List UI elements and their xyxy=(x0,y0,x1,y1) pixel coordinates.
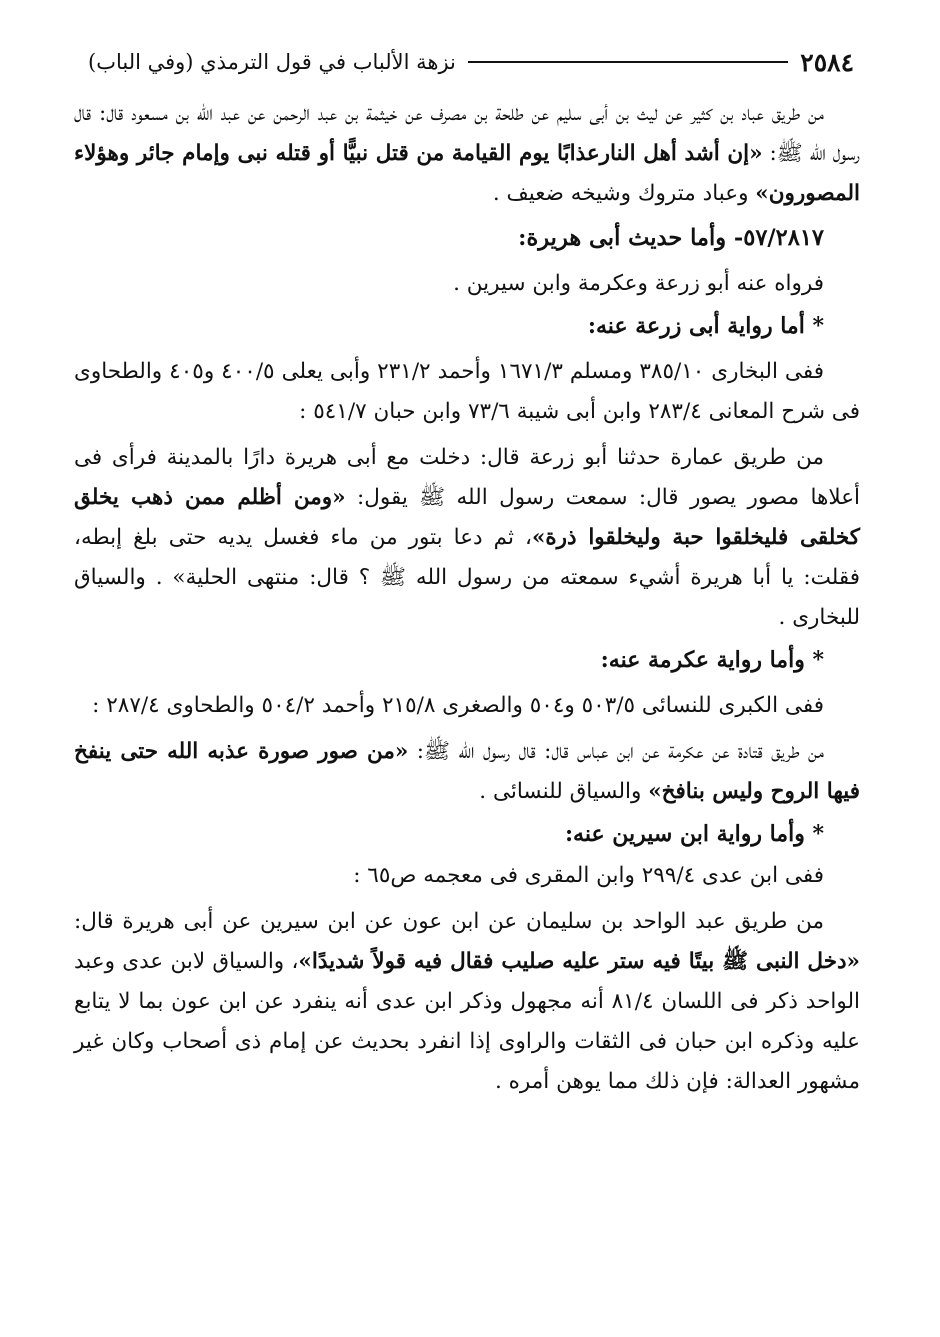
book-title: نزهة الألباب في قول الترمذي (وفي الباب) xyxy=(88,50,456,74)
header-rule xyxy=(468,61,788,63)
hadith-quote: «من صور صورة عذبه الله حتى ينفخ فيها الروح وليس بنافخ» xyxy=(74,739,860,804)
page-number: ٢٥٨٤ xyxy=(800,47,854,77)
section-heading-abu-hurayra: ٥٧/٢٨١٧- وأما حديث أبى هريرة: xyxy=(518,225,824,251)
paragraph-ikrima-hadith xyxy=(74,732,860,812)
paragraph-text: من طريق عمارة حدثنا أبو زرعة قال: دخلت مع أبى هريرة دارًا بالمدينة فرأى فى أعلاها مصور يصور قال: سمعت رسول الله ﷺ يقول: xyxy=(74,445,861,510)
paragraph-narrators: فرواه عنه أبو زرعة وعكرمة وابن سيرين . xyxy=(453,271,824,296)
paragraph-ibn-sirin-sources: ففى ابن عدى ٢٩٩/٤ وابن المقرى فى معجمه ص٦٥ : xyxy=(353,863,824,888)
subheading-abu-zura: * أما رواية أبى زرعة عنه: xyxy=(587,313,824,339)
page-header xyxy=(88,42,854,82)
paragraph-text: من طريق عباد بن كثير عن ليث بن أبى سليم عن طلحة بن مصرف عن خيثمة بن عبد الرحمن عن عبد الله بن مسعود قال: قال رسول الله ﷺ: xyxy=(74,101,860,166)
hadith-quote: «دخل النبى ﷺ بيتًا فيه ستر عليه صليب فقال فيه قولاً شديدًا» xyxy=(298,949,860,974)
paragraph-text: من طريق عبد الواحد بن سليمان عن ابن عون عن ابن سيرين عن أبى هريرة قال: xyxy=(74,909,824,934)
hadith-quote: «إن أشد أهل النارعذابًا يوم القيامة من قتل نبيًّا أو قتله نبى وإمام جائر وهؤلاء المصورون» xyxy=(74,141,860,206)
paragraph-text: وعباد متروك وشيخه ضعيف . xyxy=(492,181,756,206)
paragraph-ikrima-sources: ففى الكبرى للنسائى ٥٠٣/٥ و٥٠٤ والصغرى ٢١٥/٨ وأحمد ٥٠٤/٢ والطحاوى ٢٨٧/٤ : xyxy=(92,693,824,718)
paragraph-text: ، والسياق لابن عدى وعبد الواحد ذكر فى اللسان ٨١/٤ أنه مجهول وذكر ابن عدى أنه ينفرد عن ابن عون بما لا يتابع عليه وذكره ابن حبان فى الثقات والراوى إذا انفرد بحديث عن إمام ذى أصحاب وكان غير مشهور العدالة: فإن ذلك مما يوهن أمره . xyxy=(74,949,860,1094)
paragraph-abu-zura-sources: ففى البخارى ٣٨٥/١٠ ومسلم ١٦٧١/٣ وأحمد ٢٣١/٢ وأبى يعلى ٤٠٠/٥ و٤٠٥ والطحاوى فى شرح المعانى ٢٨٣/٤ وابن أبى شيبة ٧٣/٦ وابن حبان ٥٤١/٧ : xyxy=(74,359,860,424)
paragraph-text: والسياق للنسائى . xyxy=(479,779,649,804)
paragraph-ibn-sirin-hadith xyxy=(74,902,860,1102)
paragraph-abu-zura-hadith xyxy=(74,438,860,638)
paragraph-ibn-masud-hadith xyxy=(74,94,860,214)
hadith-quote: «ومن أظلم ممن ذهب يخلق كخلقى فليخلقوا حبة وليخلقوا ذرة» xyxy=(74,485,860,550)
page-body xyxy=(74,94,860,1102)
subheading-ibn-sirin: * وأما رواية ابن سيرين عنه: xyxy=(564,821,824,847)
subheading-ikrima: * وأما رواية عكرمة عنه: xyxy=(600,647,824,673)
paragraph-text: من طريق قتادة عن عكرمة عن ابن عباس قال: قال رسول الله ﷺ: xyxy=(408,739,824,764)
paragraph-text: ، ثم دعا بتور من ماء فغسل يديه حتى بلغ إبطه، فقلت: يا أبا هريرة أشيء سمعته من رسول الله ﷺ ؟ قال: منتهى الحلية» . والسياق للبخارى . xyxy=(74,525,860,630)
